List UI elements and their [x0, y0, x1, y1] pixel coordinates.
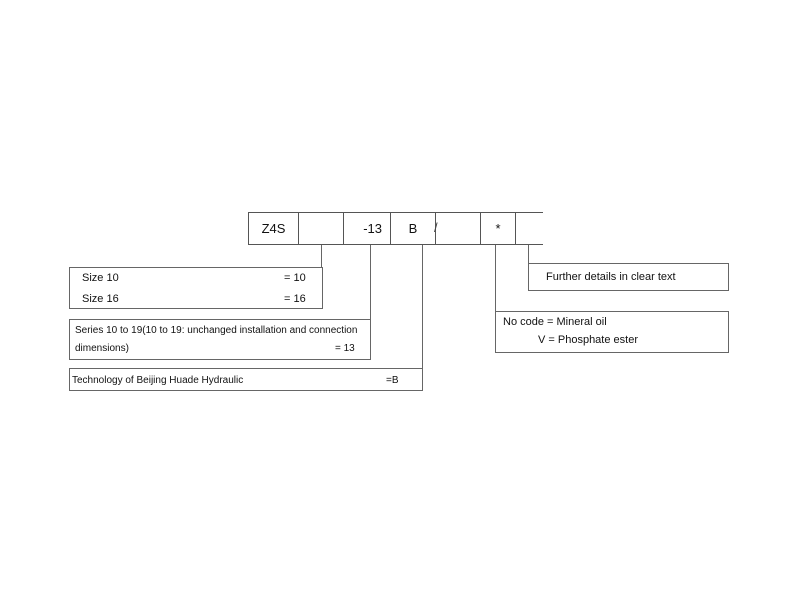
- code-cell-series: -13: [343, 212, 391, 245]
- code-cell-fluid: *: [480, 212, 516, 245]
- further-details-text: Further details in clear text: [546, 271, 676, 283]
- connector-size: [321, 245, 322, 267]
- code-cell-further: [515, 212, 543, 245]
- size-10-label: Size 10: [82, 272, 119, 284]
- series-text-line2: dimensions): [75, 343, 129, 354]
- technology-label: Technology of Beijing Huade Hydraulic: [72, 375, 244, 386]
- connector-fluid: [495, 245, 496, 311]
- connector-further: [528, 245, 529, 263]
- size-16-label: Size 16: [82, 293, 119, 305]
- series-text-line1: Series 10 to 19(10 to 19: unchanged installation and connection: [75, 325, 358, 336]
- size-10-value: = 10: [284, 272, 306, 284]
- connector-series: [370, 245, 371, 319]
- fluid-no-code: No code = Mineral oil: [503, 316, 607, 328]
- code-cell-size: [298, 212, 344, 245]
- series-value: = 13: [335, 343, 355, 354]
- code-cell-technology: B: [390, 212, 436, 245]
- connector-technology: [422, 245, 423, 368]
- code-cell-blank: [435, 212, 481, 245]
- code-slash: /: [434, 220, 438, 235]
- technology-value: =B: [386, 375, 399, 386]
- size-16-value: = 16: [284, 293, 306, 305]
- fluid-phosphate: V = Phosphate ester: [538, 334, 638, 346]
- code-cell-type: Z4S: [248, 212, 299, 245]
